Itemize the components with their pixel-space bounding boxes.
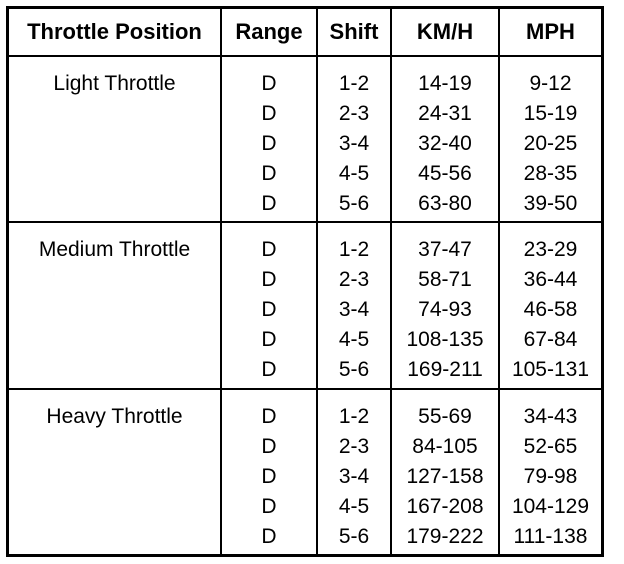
shift-value: 4-5: [338, 328, 370, 352]
shift-cell: [317, 222, 391, 388]
header-row: [9, 9, 601, 56]
kmh-value: 169-211: [407, 358, 483, 382]
mph-value: 9-12: [529, 72, 572, 95]
header-mph: MPH: [499, 9, 601, 56]
mph-value: 67-84: [523, 328, 578, 352]
range-value: D: [261, 404, 277, 428]
mph-value: 79-98: [523, 464, 578, 488]
kmh-cell: [391, 389, 499, 554]
kmh-value: 45-56: [418, 162, 472, 185]
table-row: [9, 56, 601, 222]
range-value: D: [261, 268, 277, 292]
mph-value: 105-131: [511, 358, 590, 382]
group-heavy-throttle: [9, 389, 601, 554]
kmh-value: 58-71: [418, 268, 472, 292]
range-value: D: [261, 238, 277, 262]
shift-value: 3-4: [338, 132, 370, 155]
throttle-cell: [9, 56, 221, 222]
mph-cell: [499, 389, 601, 554]
range-value: D: [261, 102, 277, 125]
header-range: Range: [221, 9, 317, 56]
kmh-value: 108-135: [406, 328, 484, 352]
table-header: [9, 9, 601, 56]
kmh-value: 14-19: [418, 72, 472, 95]
mph-value: 34-43: [523, 404, 578, 428]
mph-cell: [499, 222, 601, 388]
throttle-cell: [9, 222, 221, 388]
range-value: D: [261, 358, 277, 382]
range-value: D: [261, 132, 277, 155]
range-value: D: [261, 524, 277, 548]
shift-value: 1-2: [338, 238, 370, 262]
kmh-value: 179-222: [406, 524, 484, 548]
shift-value: 5-6: [338, 524, 370, 548]
header-shift: Shift: [317, 9, 391, 56]
shift-table: [9, 9, 601, 554]
mph-value: 104-129: [511, 494, 590, 518]
range-value: D: [261, 192, 277, 215]
shift-value: 2-3: [338, 102, 370, 125]
range-value: D: [261, 434, 277, 458]
kmh-value: 167-208: [406, 494, 484, 518]
range-cell: [221, 389, 317, 554]
mph-value: 23-29: [523, 238, 578, 262]
kmh-value: 37-47: [418, 238, 472, 262]
shift-value: 1-2: [338, 404, 370, 428]
throttle-cell: [9, 389, 221, 554]
range-value: D: [261, 494, 277, 518]
shift-cell: [317, 56, 391, 222]
throttle-label: Light Throttle: [53, 72, 176, 95]
mph-value: 36-44: [523, 268, 578, 292]
range-value: D: [261, 298, 277, 322]
shift-value: 4-5: [338, 494, 370, 518]
mph-value: 39-50: [523, 192, 578, 215]
kmh-value: 32-40: [418, 132, 472, 155]
range-cell: [221, 56, 317, 222]
mph-value: 15-19: [523, 102, 578, 125]
shift-value: 5-6: [338, 358, 370, 382]
kmh-value: 63-80: [418, 192, 472, 215]
mph-value: 20-25: [523, 132, 578, 155]
kmh-value: 84-105: [412, 434, 478, 458]
group-light-throttle: [9, 56, 601, 222]
mph-value: 46-58: [523, 298, 578, 322]
kmh-value: 127-158: [406, 464, 484, 488]
range-cell: [221, 222, 317, 388]
kmh-value: 55-69: [418, 404, 472, 428]
shift-value: 4-5: [338, 162, 370, 185]
header-throttle-position: Throttle Position: [9, 9, 221, 56]
shift-value: 3-4: [338, 298, 370, 322]
mph-value: 52-65: [523, 434, 578, 458]
shift-value: 1-2: [338, 72, 370, 95]
kmh-value: 74-93: [418, 298, 472, 322]
range-value: D: [261, 464, 277, 488]
kmh-value: 24-31: [418, 102, 472, 125]
shift-value: 5-6: [338, 192, 370, 215]
shift-cell: [317, 389, 391, 554]
header-kmh: KM/H: [391, 9, 499, 56]
throttle-label: Heavy Throttle: [46, 404, 183, 428]
mph-cell: [499, 56, 601, 222]
range-value: D: [261, 328, 277, 352]
mph-value: 28-35: [523, 162, 578, 185]
range-value: D: [261, 162, 277, 185]
shift-value: 2-3: [338, 268, 370, 292]
shift-speed-table: [6, 6, 604, 557]
shift-value: 2-3: [338, 434, 370, 458]
kmh-cell: [391, 222, 499, 388]
kmh-cell: [391, 56, 499, 222]
table-row: [9, 222, 601, 388]
throttle-label: Medium Throttle: [38, 238, 191, 262]
mph-value: 111-138: [513, 524, 588, 548]
group-medium-throttle: [9, 222, 601, 388]
table-row: [9, 389, 601, 554]
range-value: D: [261, 72, 277, 95]
shift-value: 3-4: [338, 464, 370, 488]
